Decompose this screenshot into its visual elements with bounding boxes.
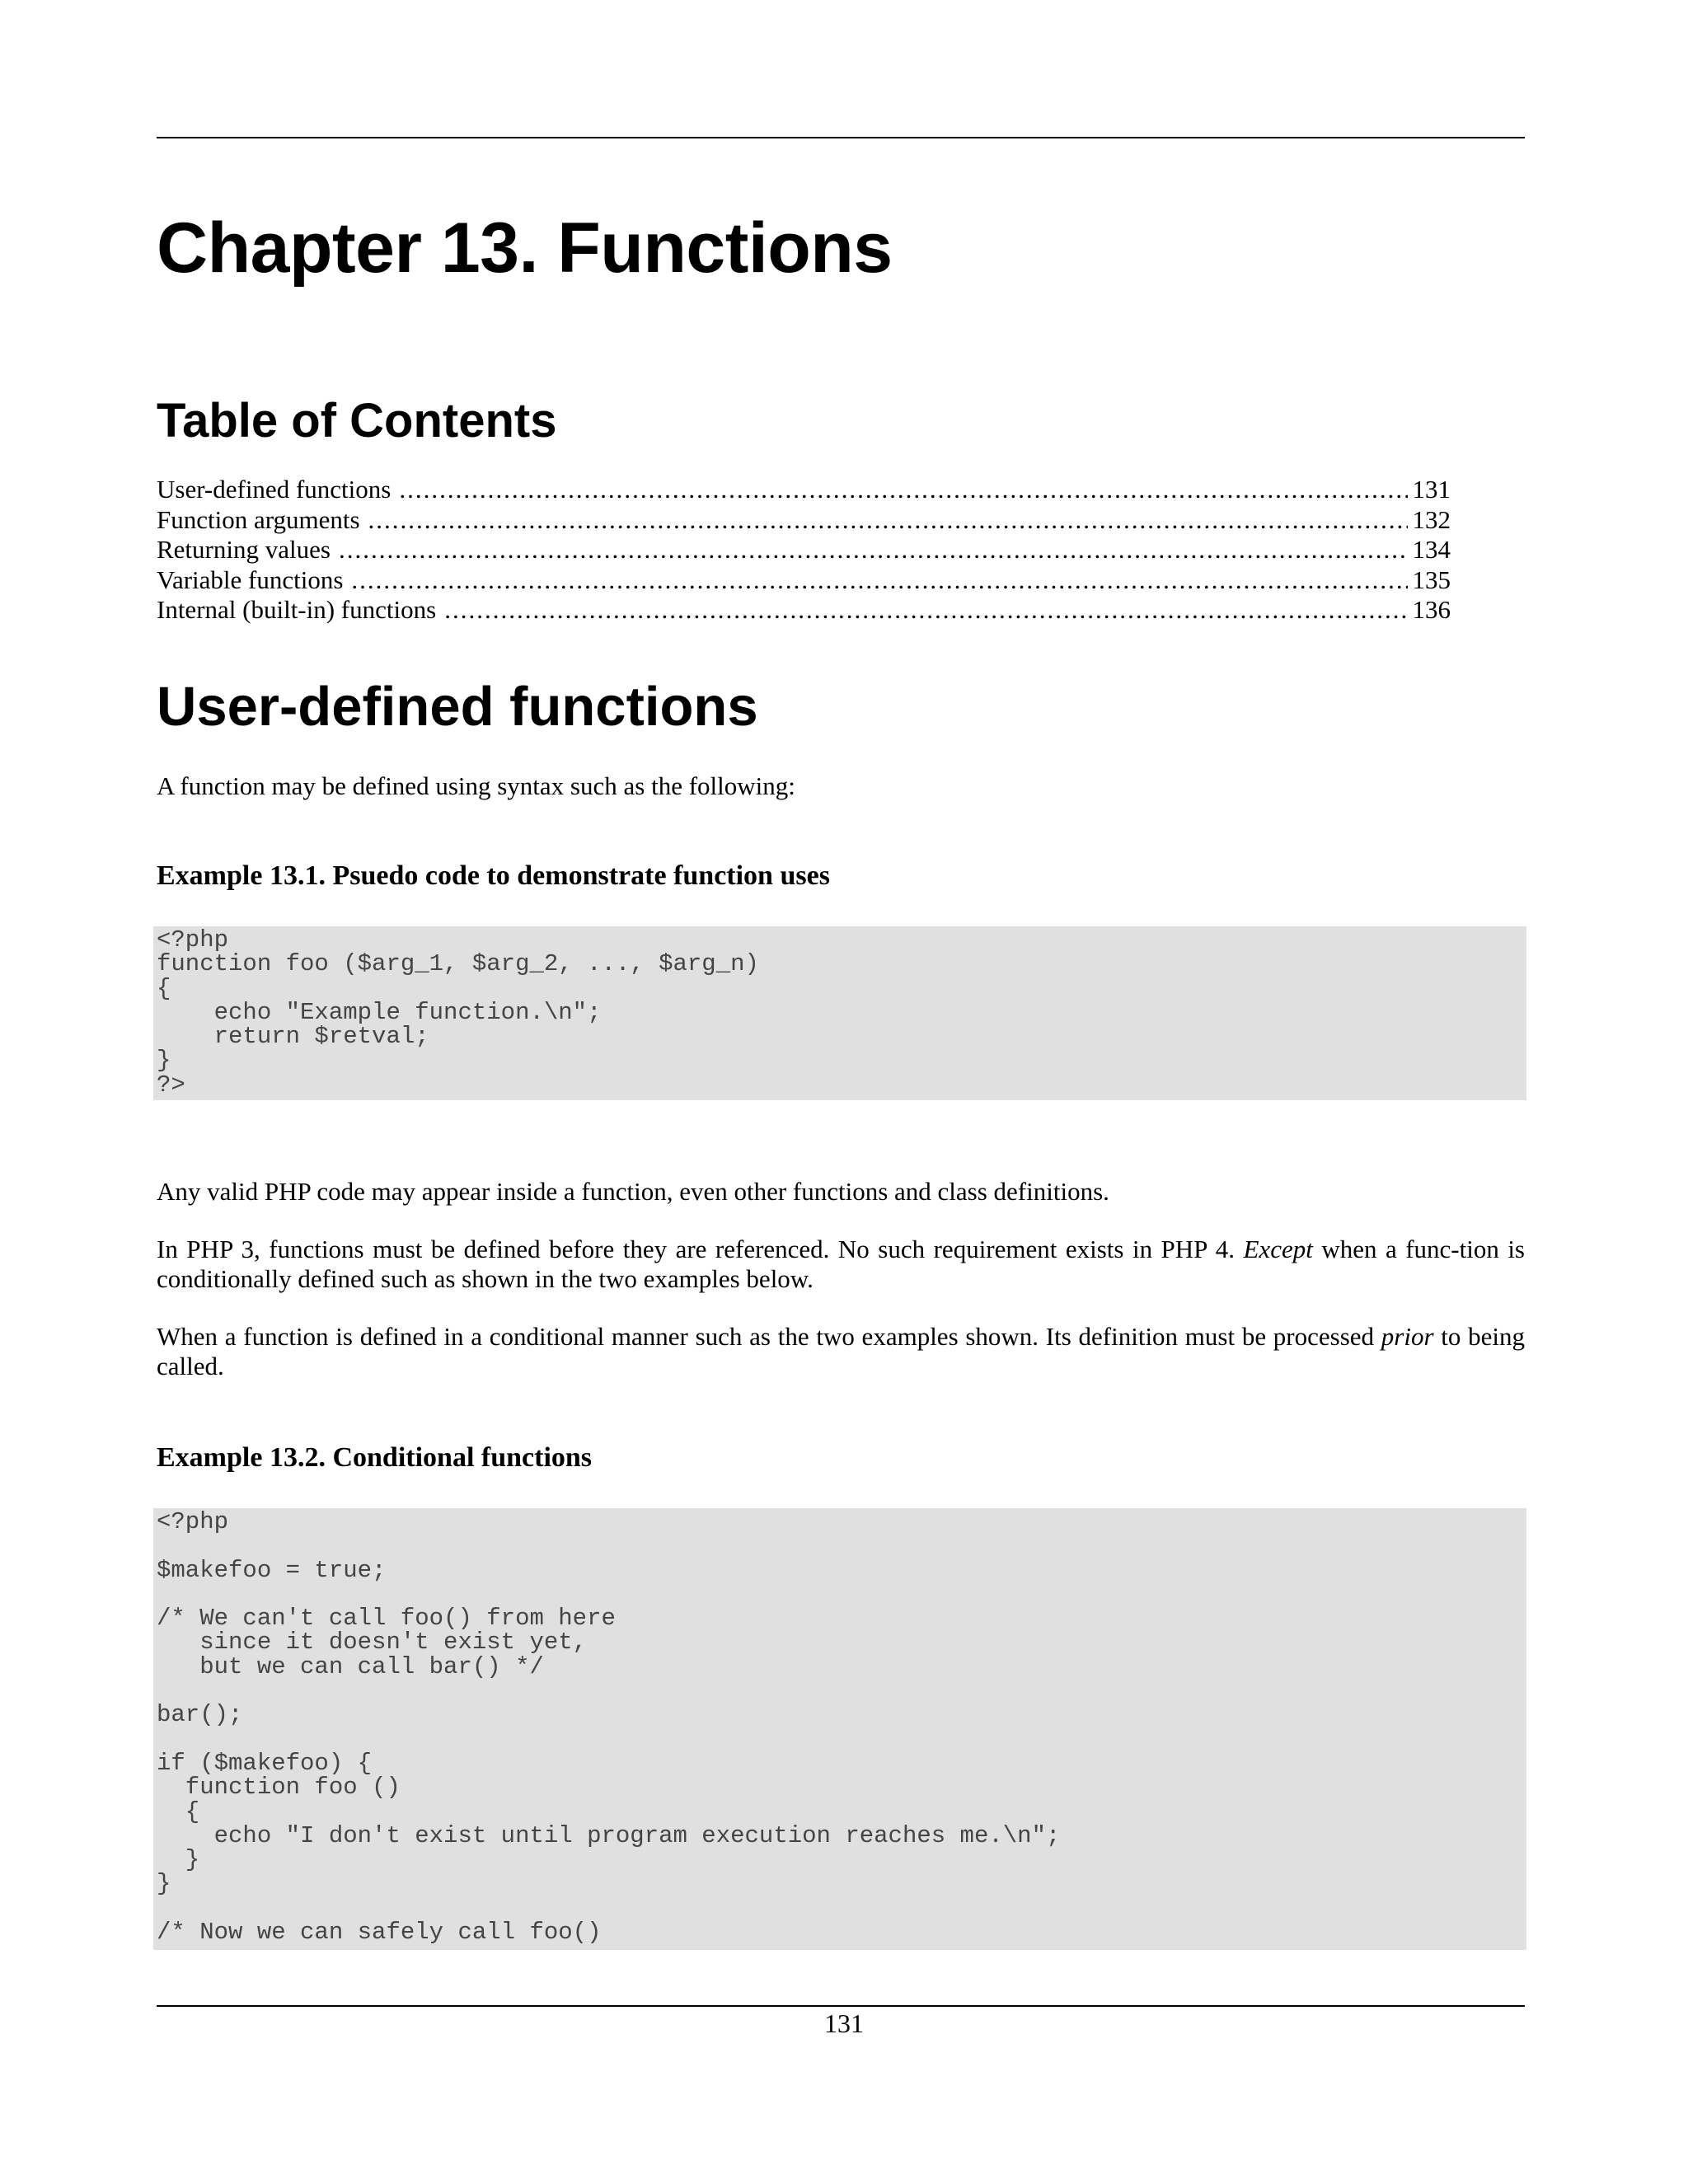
toc-dot-leader	[339, 535, 1408, 565]
php3-paragraph	[157, 1235, 1525, 1294]
toc-entry-label: Variable functions	[157, 565, 344, 594]
toc-entry-internal-functions[interactable]	[157, 595, 1451, 626]
example-1-code-block: <?php function foo ($arg_1, $arg_2, ..., $arg_n) { echo "Example function.\n"; return $retval; } ?>	[153, 926, 1526, 1100]
conditional-paragraph-text-before: When a function is defined in a conditional manner such as the two examples shown. Its definition must be processed	[157, 1322, 1381, 1351]
intro-paragraph: A function may be defined using syntax such as the following:	[157, 771, 795, 800]
toc-entry-page: 131	[1412, 475, 1451, 504]
page-number: 131	[824, 2008, 864, 2038]
toc-entry-variable-functions[interactable]	[157, 565, 1451, 596]
example-1-title: Example 13.1. Psuedo code to demonstrate function uses	[157, 860, 830, 891]
toc-dot-leader	[399, 475, 1407, 505]
valid-code-paragraph: Any valid PHP code may appear inside a function, even other functions and class definitions.	[157, 1177, 1109, 1206]
toc-entry-label: Returning values	[157, 535, 331, 564]
example-2-code-block: <?php $makefoo = true; /* We can't call foo() from here since it doesn't exist yet, but we can call bar() */ bar(); if ($makefoo) { function foo () { echo "I don't exist until program execution reaches me.\n"; } } /* Now we can safely call foo()	[153, 1508, 1526, 1950]
example-2-title: Example 13.2. Conditional functions	[157, 1442, 593, 1473]
toc-entry-label: User-defined functions	[157, 475, 392, 504]
conditional-paragraph	[157, 1322, 1525, 1381]
toc-entry-function-arguments[interactable]	[157, 505, 1451, 536]
toc-entry-label: Function arguments	[157, 504, 360, 534]
toc-dot-leader	[351, 565, 1407, 596]
conditional-paragraph-emphasis: prior	[1381, 1322, 1434, 1351]
toc-entry-returning-values[interactable]	[157, 535, 1451, 565]
php3-paragraph-text-before: In PHP 3, functions must be defined before they are referenced. No such requirement exists in PHP 4.	[157, 1235, 1244, 1263]
toc-entry-user-defined-functions[interactable]	[157, 475, 1451, 505]
toc-entry-label: Internal (built-in) functions	[157, 595, 437, 624]
toc-entry-page: 135	[1412, 565, 1451, 594]
header-rule	[157, 137, 1525, 138]
toc-entry-page: 132	[1412, 504, 1451, 534]
conditional-paragraph-text-after: to being called.	[157, 1322, 1525, 1380]
toc-heading: Table of Contents	[157, 394, 557, 448]
php3-paragraph-emphasis: Except	[1243, 1235, 1313, 1263]
php3-paragraph-text-after: when a func-tion is conditionally defined such as shown in the two examples below.	[157, 1235, 1525, 1293]
toc-entry-page: 136	[1412, 595, 1451, 624]
toc-dot-leader	[368, 505, 1408, 536]
chapter-title: Chapter 13. Functions	[157, 209, 893, 288]
toc-entry-page: 134	[1412, 535, 1451, 564]
section-title: User-defined functions	[157, 676, 758, 738]
table-of-contents	[157, 475, 1451, 626]
toc-dot-leader	[444, 595, 1407, 626]
